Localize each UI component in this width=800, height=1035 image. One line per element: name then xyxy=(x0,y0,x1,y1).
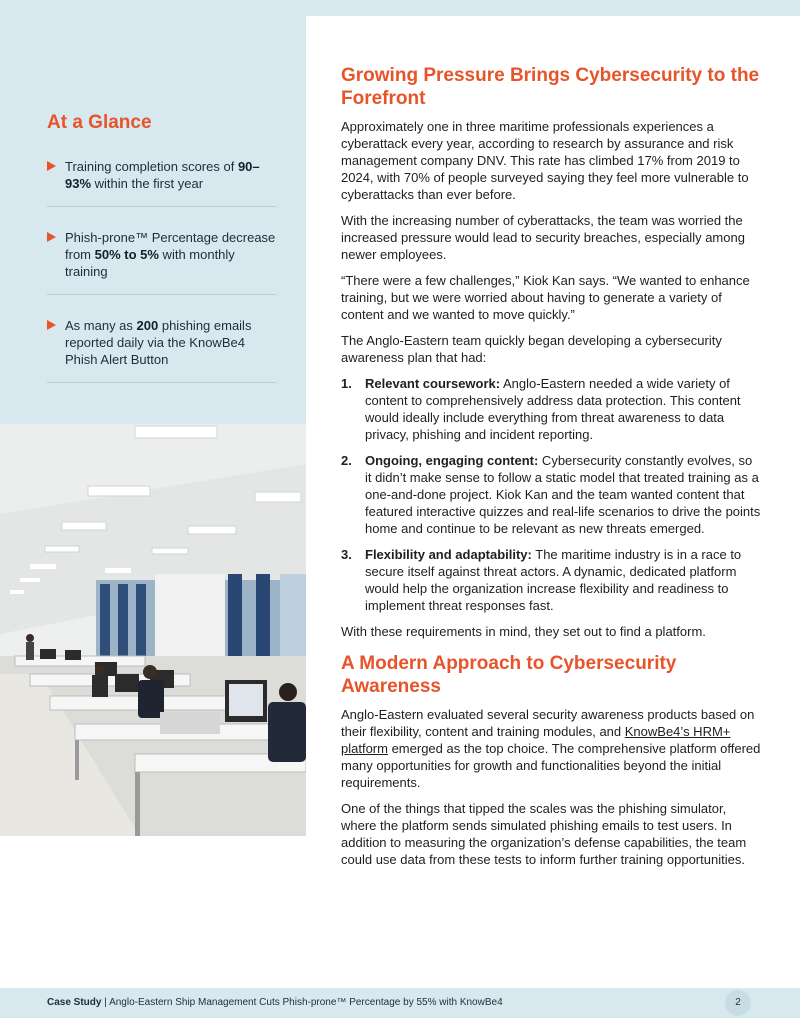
triangle-bullet-icon xyxy=(47,161,56,171)
paragraph: Approximately one in three maritime professionals experiences a cyberattack every year, according to research by assurance and risk management company DNV. This rate has climbed 17% from 2019 to 2024, with 70% of people surveyed saying they feel more vulnerable to cyberattacks than ever before. xyxy=(341,119,749,202)
glance-list xyxy=(47,150,276,397)
glance-text-pre: Training completion scores of xyxy=(65,159,238,174)
paragraph-text: Anglo-Eastern evaluated several security awareness products based on their flexibility, content and training modules, and xyxy=(341,707,755,739)
list-number: 2. xyxy=(341,453,352,468)
glance-highlight: 200 xyxy=(136,318,159,333)
list-item xyxy=(341,546,761,614)
glance-text-post: within the first year xyxy=(91,176,204,191)
paragraph: “There were a few challenges,” Kiok Kan says. “We wanted to enhance training, but we were worried about having to generate a variety of content and we wanted to move quickly.” xyxy=(341,273,750,322)
paragraph-text: emerged as the top choice. The comprehensive platform offered many opportunities for growth and functionalities beyond the initial requirements. xyxy=(341,741,761,790)
paragraph: With these requirements in mind, they set out to find a platform. xyxy=(341,624,706,639)
glance-item xyxy=(47,309,276,383)
list-item xyxy=(341,375,761,443)
list-item-text: Cybersecurity constantly evolves, so it didn’t make sense to follow a static model that treated training as a one-and-done project. Kiok Kan and the team wanted content that featured interactive quizzes and real-life scenarios to drive the points home and continue to be relevant as new threats emerged. xyxy=(365,453,761,536)
footer xyxy=(0,988,800,1018)
list-item-title: Ongoing, engaging content: xyxy=(365,453,539,468)
paragraph: One of the things that tipped the scales was the phishing simulator, where the platform sends simulated phishing emails to test users. In addition to measuring the organization’s defense capabilities, the team could use data from these tests to inform further training opportunities. xyxy=(341,801,747,867)
footer-label: Case Study xyxy=(47,997,102,1008)
section-heading: Growing Pressure Brings Cybersecurity to the Forefront xyxy=(341,65,760,109)
main-content xyxy=(341,64,761,877)
paragraph: The Anglo-Eastern team quickly began developing a cybersecurity awareness plan that had: xyxy=(341,333,722,365)
office-illustration xyxy=(0,424,306,836)
triangle-bullet-icon xyxy=(47,320,56,330)
glance-text-post: with monthly training xyxy=(65,247,235,279)
page-number: 2 xyxy=(725,990,751,1016)
paragraph: With the increasing number of cyberattacks, the team was worried the increased pressure would lead to security breaches, especially among newer employees. xyxy=(341,213,745,262)
footer-title: Anglo-Eastern Ship Management Cuts Phish-prone™ Percentage by 55% with KnowBe4 xyxy=(109,997,503,1008)
glance-text-post: phishing emails reported daily via the KnowBe4 Phish Alert Button xyxy=(65,318,252,367)
list-item-text: Anglo-Eastern needed a wide variety of content to comprehensively address data protection. This content would ideally include everything from threat awareness to data privacy, phishing and incident reporting. xyxy=(365,376,741,442)
office-photo xyxy=(0,424,306,836)
glance-item xyxy=(47,221,276,295)
glance-highlight: 90–93% xyxy=(65,159,260,191)
requirements-list xyxy=(341,375,761,614)
list-item-title: Relevant coursework: xyxy=(365,376,501,391)
footer-separator: | xyxy=(101,997,110,1008)
triangle-bullet-icon xyxy=(47,232,56,242)
footer-caption xyxy=(47,997,503,1008)
section-heading: A Modern Approach to Cybersecurity Awareness xyxy=(341,653,677,697)
hrm-platform-link[interactable]: KnowBe4’s HRM+ platform xyxy=(341,724,731,756)
paragraph xyxy=(341,706,761,791)
glance-text-pre: Phish-prone™ Percentage decrease from xyxy=(65,230,276,262)
glance-item xyxy=(47,150,276,207)
list-number: 1. xyxy=(341,376,352,391)
list-item-text: The maritime industry is in a race to secure itself against threat actors. A dynamic, dedicated platform would help the organization increase flexibility and readiness to implement threat responses fast. xyxy=(365,547,742,613)
list-item xyxy=(341,452,761,537)
glance-highlight: 50% to 5% xyxy=(94,247,159,262)
glance-text-pre: As many as xyxy=(65,318,137,333)
sidebar-title: At a Glance xyxy=(47,112,152,133)
list-number: 3. xyxy=(341,547,352,562)
list-item-title: Flexibility and adaptability: xyxy=(365,547,532,562)
